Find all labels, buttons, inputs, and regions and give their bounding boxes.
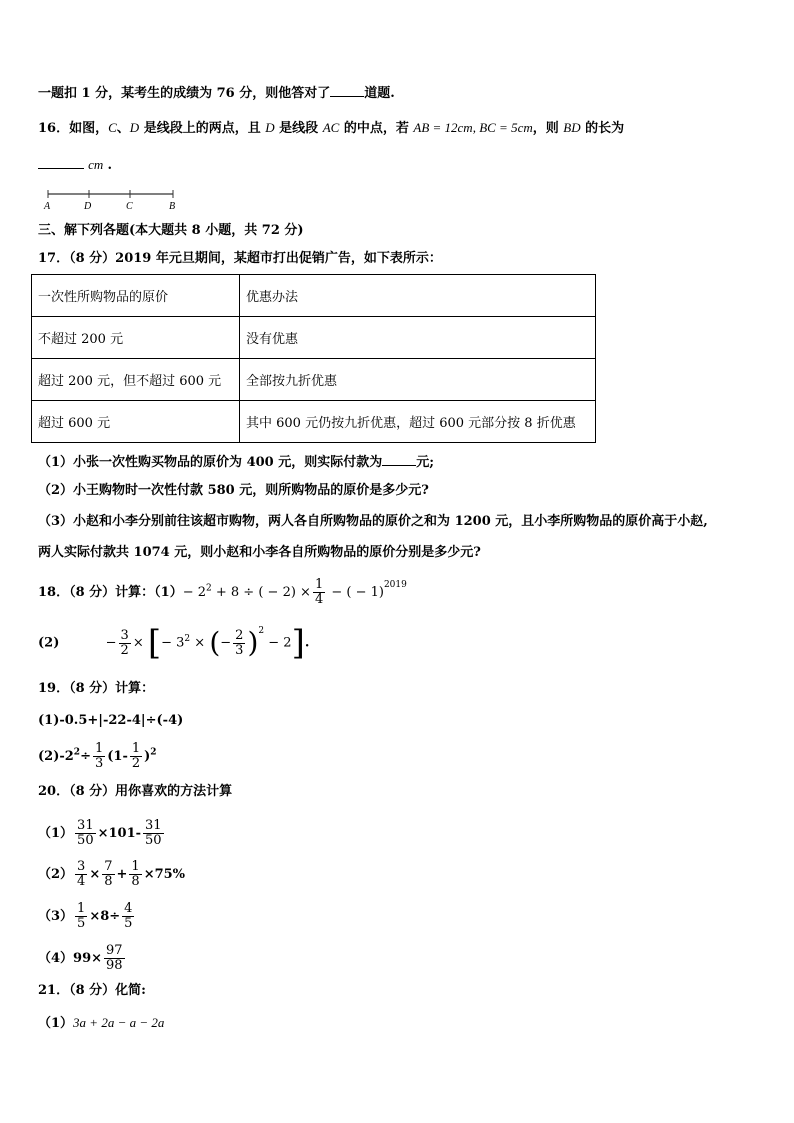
table-cell: 优惠办法 <box>240 275 596 317</box>
q19-title: 19．（8 分）计算： <box>38 681 155 696</box>
q15-tail <box>38 83 395 103</box>
right-bracket: ] <box>291 623 305 663</box>
q21-expression: 3a + 2a − a − 2a <box>73 1015 165 1030</box>
q18-expr-c: − ( − 1) <box>327 585 384 600</box>
q19-part1: (1)-0.5+|-22-4|÷(-4) <box>38 713 184 728</box>
fraction-2-3 <box>233 629 245 658</box>
part-label: （1） <box>38 826 74 841</box>
q20-part4 <box>38 944 127 973</box>
q18-expr2-c: − 3 <box>161 635 185 651</box>
period: . <box>304 635 310 651</box>
q16-number: 16．如图， <box>38 121 109 136</box>
table-cell: 没有优惠 <box>240 317 596 359</box>
numerator: 7 <box>104 859 113 874</box>
q19-p2-c: (1- <box>107 749 128 764</box>
numerator: 31 <box>77 818 94 833</box>
plus-sign: + <box>116 867 128 882</box>
numerator: 1 <box>77 901 86 916</box>
exponent: 2 <box>258 626 265 637</box>
q16-line <box>38 119 624 138</box>
q16-text-b: 是线段上的两点，且 <box>139 121 266 136</box>
q19-part2 <box>38 742 157 771</box>
q17-part2: （2）小王购物时一次性付款 580 元，则所购物品的原价是多少元? <box>38 483 429 498</box>
fraction-31-50 <box>75 819 96 848</box>
denominator: 2 <box>131 756 141 771</box>
q16-text-f: 的长为 <box>580 121 625 136</box>
label-c: C <box>126 201 133 212</box>
exponent: 2 <box>73 747 81 758</box>
numerator: 2 <box>235 627 244 643</box>
numerator: 31 <box>145 818 162 833</box>
section-heading: 三、解下列各题(本大题共 8 小题，共 72 分) <box>38 223 304 238</box>
denominator: 5 <box>77 916 86 931</box>
exponent: 2 <box>150 747 157 758</box>
denominator: 3 <box>235 642 244 658</box>
label-b: B <box>169 201 176 212</box>
q20-p1-mid: ×101- <box>97 826 142 841</box>
denominator: 50 <box>145 833 162 848</box>
q16-formula: AB = 12cm, BC = 5cm <box>413 120 533 135</box>
minus-sign: − <box>105 635 117 651</box>
numerator: 4 <box>124 901 133 916</box>
q17-part3-line1: （3）小赵和小李分别前往该超市购物，两人各自所购物品的原价之和为 1200 元，且小李所购物品的原价高于小赵, <box>38 514 708 529</box>
left-bracket: [ <box>147 623 162 663</box>
numerator: 1 <box>94 741 104 756</box>
period: . <box>107 158 112 173</box>
numerator: 1 <box>314 577 324 592</box>
times-sign: × <box>132 635 148 651</box>
denominator: 3 <box>94 756 104 771</box>
fraction-7-8 <box>102 860 114 889</box>
q15-tail-text: 道题. <box>364 86 395 101</box>
point-d2: D <box>265 120 275 135</box>
numerator: 3 <box>77 859 86 874</box>
part-label: （4）99× <box>38 951 103 966</box>
label-a: A <box>44 201 51 212</box>
q17-part1 <box>38 452 434 472</box>
q18-title: 18．（8 分）计算：（1） <box>38 585 183 600</box>
denominator: 5 <box>124 916 133 931</box>
exponent: 2 <box>206 583 212 594</box>
table-row <box>32 359 596 401</box>
q16-text-d: 的中点，若 <box>339 121 414 136</box>
denominator: 50 <box>77 833 94 848</box>
numerator: 1 <box>131 741 141 756</box>
q16-text-c: 是线段 <box>274 121 323 136</box>
fraction-97-98 <box>104 944 125 973</box>
q16-answer-line <box>38 155 112 175</box>
fraction-3-2 <box>119 629 131 658</box>
table-cell: 超过 200 元，但不超过 600 元 <box>32 359 240 401</box>
fraction-31-50 <box>143 819 164 848</box>
table-cell: 一次性所购物品的原价 <box>32 275 240 317</box>
unit-cm: cm <box>88 157 104 172</box>
denominator: 4 <box>77 874 86 889</box>
q18-expr-b: + 8 ÷ ( − 2) × <box>211 585 311 600</box>
divide-sign: ÷ <box>80 749 91 764</box>
table-cell: 超过 600 元 <box>32 401 240 443</box>
fraction-1-5 <box>75 902 87 931</box>
table-cell: 全部按九折优惠 <box>240 359 596 401</box>
q20-p2-tail: ×75% <box>143 867 186 882</box>
times-sign: × <box>190 635 210 651</box>
close-paren: ) <box>144 749 151 764</box>
q16-text-e: ，则 <box>532 121 564 136</box>
fraction-4-5 <box>122 902 134 931</box>
exponent: 2019 <box>383 579 407 590</box>
point-d: D <box>129 120 140 135</box>
segment-ac: AC <box>322 120 340 135</box>
q15-text: 一题扣 1 分，某考生的成绩为 76 分，则他答对了 <box>38 86 331 101</box>
q19-p2-a: (2)-2 <box>38 749 74 764</box>
table-row <box>32 401 596 443</box>
answer-blank <box>38 155 84 169</box>
answer-blank <box>330 83 364 97</box>
q18-expr-a: − 2 <box>182 585 207 600</box>
q20-part1 <box>38 819 166 848</box>
times-sign: × <box>89 867 101 882</box>
fraction-1-8 <box>129 860 141 889</box>
q17-title: 17．（8 分）2019 年元旦期间，某超市打出促销广告，如下表所示： <box>38 251 442 266</box>
q17-p1-tail: 元; <box>416 455 435 470</box>
q17-part3-line2: 两人实际付款共 1074 元，则小赵和小李各自所购物品的原价分别是多少元? <box>38 545 481 560</box>
table-cell: 其中 600 元仍按九折优惠，超过 600 元部分按 8 折优惠 <box>240 401 596 443</box>
point-c: C <box>108 120 117 135</box>
separator: 、 <box>116 121 130 136</box>
q20-part3 <box>38 902 136 931</box>
q18-expr2-e: − 2 <box>264 635 292 651</box>
denominator: 8 <box>131 874 140 889</box>
part-label: （3） <box>38 909 74 924</box>
q18-line2 <box>38 623 310 663</box>
denominator: 8 <box>104 874 113 889</box>
fraction-1-2 <box>130 742 142 771</box>
numerator: 97 <box>106 943 123 958</box>
part-label: （2） <box>38 867 74 882</box>
segment-figure <box>40 188 182 212</box>
q21-title: 21．（8 分）化简: <box>38 983 146 998</box>
q18-line1 <box>38 578 407 607</box>
fraction-1-4 <box>313 578 325 607</box>
fraction-3-4 <box>75 860 87 889</box>
table-cell: 不超过 200 元 <box>32 317 240 359</box>
table-row <box>32 317 596 359</box>
label-d: D <box>84 201 92 212</box>
denominator: 98 <box>106 958 123 973</box>
numerator: 1 <box>131 859 140 874</box>
q20-title: 20．（8 分）用你喜欢的方法计算 <box>38 784 233 799</box>
exponent: 2 <box>184 634 191 645</box>
answer-blank <box>382 452 416 466</box>
discount-table <box>31 274 596 443</box>
q18-p2-label: (2) <box>38 635 60 651</box>
numerator: 3 <box>120 627 129 643</box>
segment-bd: BD <box>563 120 581 135</box>
q17-p1-text: （1）小张一次性购买物品的原价为 400 元，则实际付款为 <box>38 455 383 470</box>
q20-part2 <box>38 860 185 889</box>
left-paren: ( <box>209 626 221 659</box>
q21-part1 <box>38 1014 164 1033</box>
minus-sign: − <box>220 635 232 651</box>
denominator: 4 <box>314 592 324 607</box>
part-label: （1） <box>38 1016 74 1031</box>
denominator: 2 <box>120 642 129 658</box>
fraction-1-3 <box>93 742 105 771</box>
q20-p3-mid: ×8÷ <box>89 909 121 924</box>
right-paren: ) <box>247 626 259 659</box>
table-header-row <box>32 275 596 317</box>
